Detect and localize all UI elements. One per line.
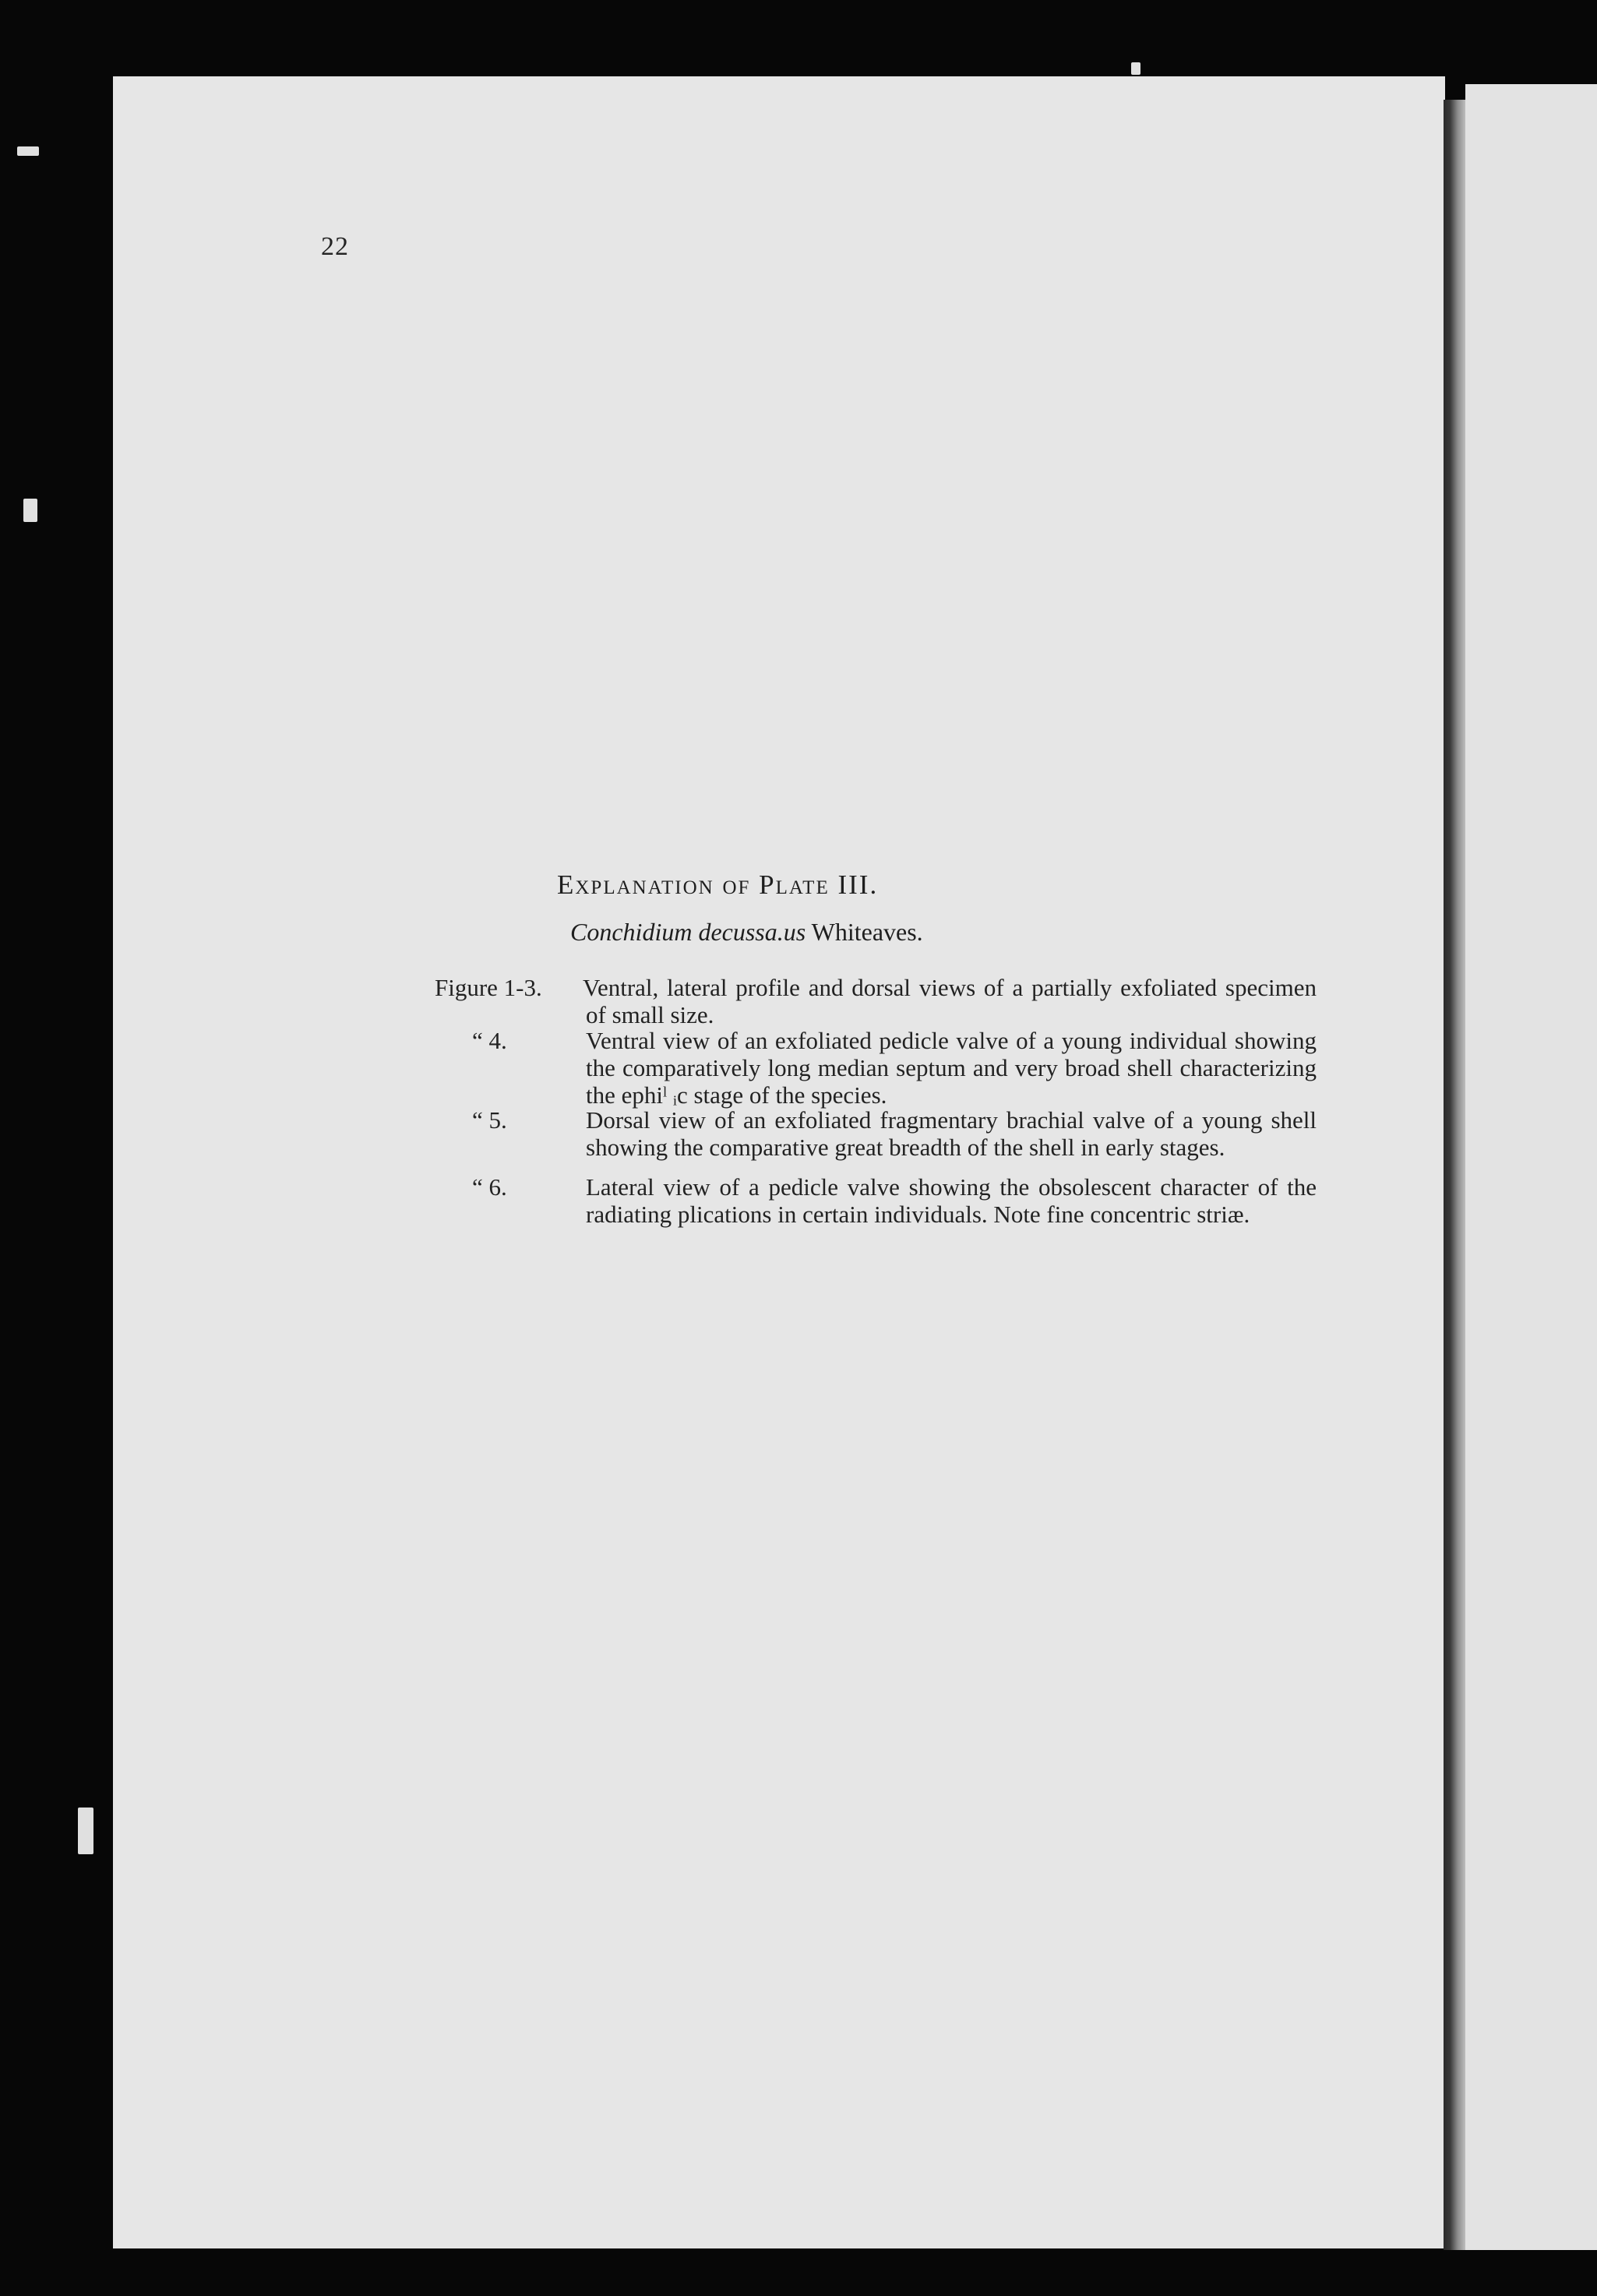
- adjacent-page-edge: [1465, 84, 1597, 2250]
- plate-title: Explanation of Plate III.: [557, 869, 879, 900]
- figure-label: “ 4.: [472, 1027, 507, 1054]
- scan-speck: [1131, 62, 1140, 75]
- page-gutter-shadow: [1444, 100, 1465, 2250]
- figure-label: Figure 1-3.: [435, 974, 542, 1001]
- species-line: [570, 918, 923, 947]
- figure-description: Ventral, lateral profile and dorsal views of a partially exfoliated specimen of small size.: [583, 974, 1317, 1028]
- species-author: Whiteaves.: [806, 918, 923, 946]
- figure-label: “ 5.: [472, 1106, 507, 1134]
- scan-speck: [78, 1808, 93, 1854]
- figure-description: Dorsal view of an exfoliated fragmentary brachial valve of a young shell showing the comparative great breadth of the shell in early stages.: [586, 1106, 1317, 1161]
- figure-description: Ventral view of an exfoliated pedicle valve of a young individual showing the comparatively long median septum and very broad shell characterizing the ephiˡ ᵢc stage of the species.: [586, 1027, 1317, 1109]
- figure-label: “ 6.: [472, 1173, 507, 1201]
- document-page: [113, 76, 1445, 2248]
- scan-speck: [23, 499, 37, 522]
- figure-description: Lateral view of a pedicle valve showing the obsolescent character of the radiating plications in certain individuals. Note fine concentric striæ.: [586, 1173, 1317, 1228]
- page-number: 22: [321, 232, 349, 261]
- scan-speck: [17, 146, 39, 156]
- species-name: Conchidium decussa.us: [570, 918, 806, 946]
